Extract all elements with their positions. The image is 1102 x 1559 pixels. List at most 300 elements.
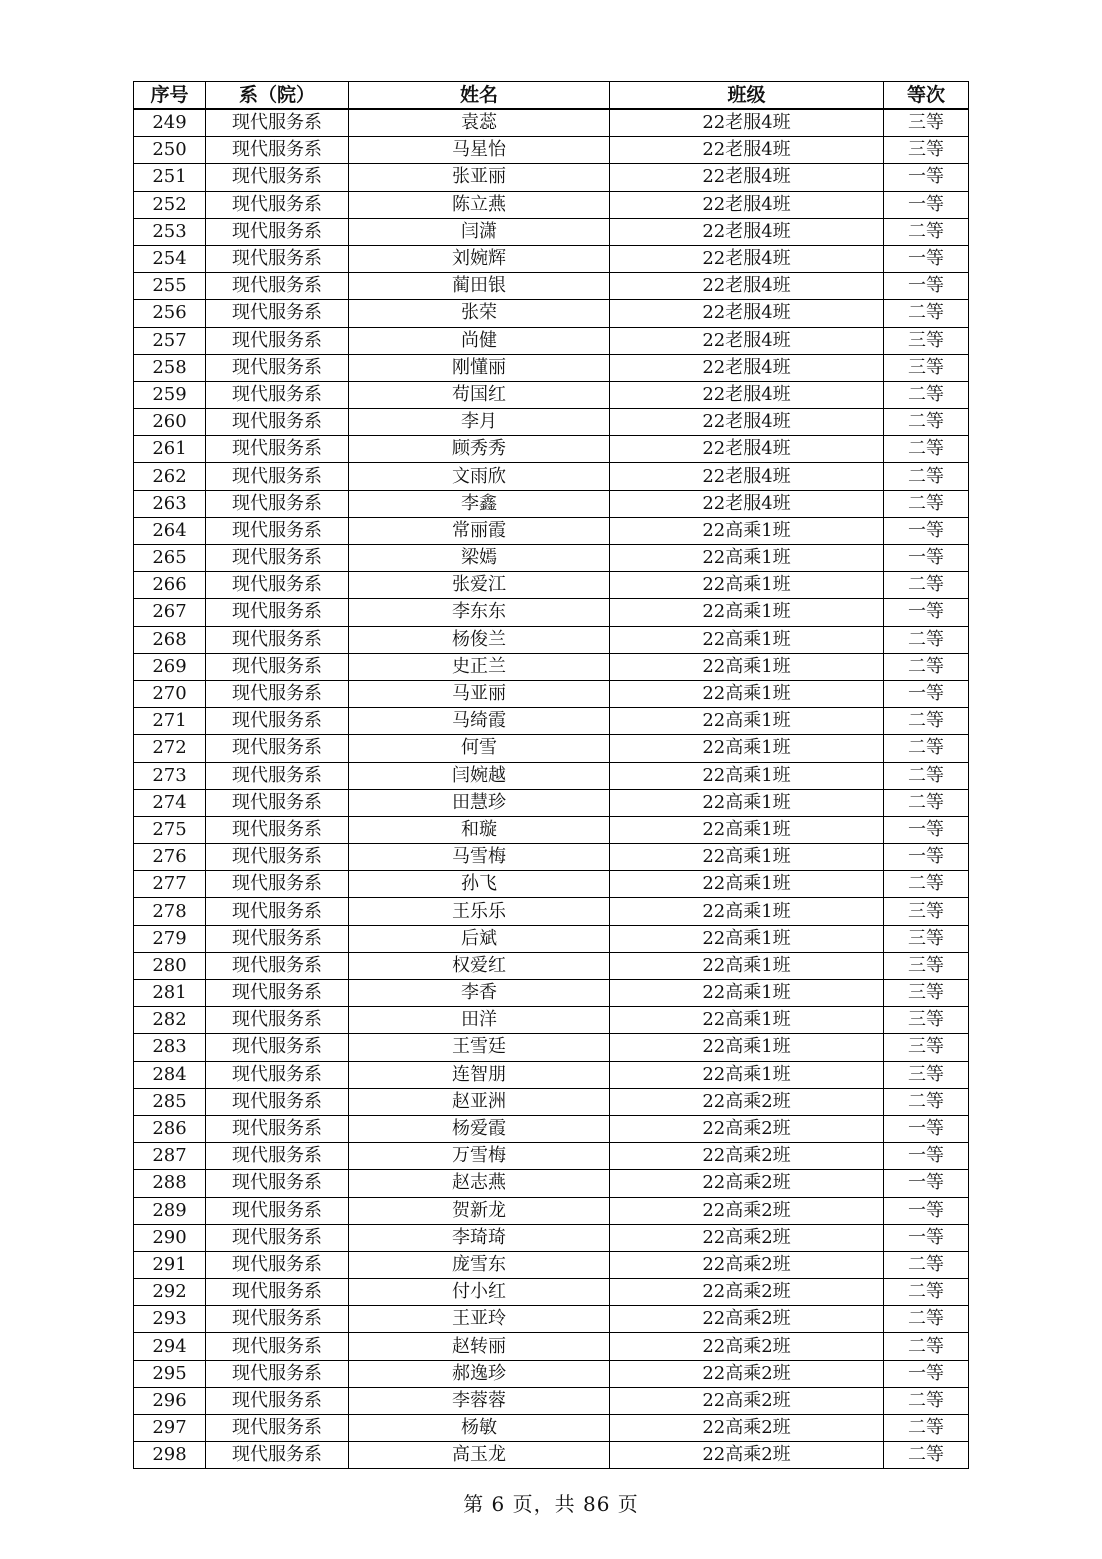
cell-department: 现代服务系 (206, 490, 349, 517)
cell-class: 22高乘1班 (610, 816, 884, 843)
cell-name: 李鑫 (349, 490, 610, 517)
cell-department: 现代服务系 (206, 599, 349, 626)
header-name: 姓名 (349, 82, 610, 110)
cell-class: 22老服4班 (610, 327, 884, 354)
cell-department: 现代服务系 (206, 1333, 349, 1360)
cell-grade: 一等 (884, 816, 969, 843)
cell-class: 22高乘2班 (610, 1415, 884, 1442)
cell-department: 现代服务系 (206, 844, 349, 871)
cell-grade: 一等 (884, 245, 969, 272)
cell-grade: 三等 (884, 898, 969, 925)
cell-department: 现代服务系 (206, 1387, 349, 1414)
table-row (134, 1387, 969, 1414)
table-row (134, 1088, 969, 1115)
cell-class: 22高乘1班 (610, 572, 884, 599)
table-row (134, 545, 969, 572)
table-row (134, 1360, 969, 1387)
cell-class: 22高乘1班 (610, 626, 884, 653)
table-row (134, 1415, 969, 1442)
cell-grade: 一等 (884, 1115, 969, 1142)
cell-index: 276 (134, 844, 206, 871)
header-grade: 等次 (884, 82, 969, 110)
cell-index: 250 (134, 137, 206, 164)
cell-index: 291 (134, 1251, 206, 1278)
cell-name: 庞雪东 (349, 1251, 610, 1278)
cell-name: 张亚丽 (349, 164, 610, 191)
cell-department: 现代服务系 (206, 1197, 349, 1224)
table-row (134, 925, 969, 952)
cell-class: 22高乘2班 (610, 1251, 884, 1278)
cell-grade: 一等 (884, 545, 969, 572)
cell-index: 290 (134, 1224, 206, 1251)
cell-grade: 一等 (884, 191, 969, 218)
cell-name: 陈立燕 (349, 191, 610, 218)
cell-index: 286 (134, 1115, 206, 1142)
cell-index: 255 (134, 273, 206, 300)
table-row (134, 273, 969, 300)
cell-grade: 三等 (884, 137, 969, 164)
cell-name: 马雪梅 (349, 844, 610, 871)
cell-index: 298 (134, 1442, 206, 1469)
cell-class: 22高乘1班 (610, 844, 884, 871)
header-class: 班级 (610, 82, 884, 110)
cell-grade: 三等 (884, 1061, 969, 1088)
cell-grade: 一等 (884, 680, 969, 707)
cell-department: 现代服务系 (206, 1306, 349, 1333)
cell-department: 现代服务系 (206, 273, 349, 300)
cell-grade: 二等 (884, 218, 969, 245)
cell-index: 297 (134, 1415, 206, 1442)
table-row (134, 1115, 969, 1142)
cell-grade: 一等 (884, 273, 969, 300)
cell-class: 22老服4班 (610, 463, 884, 490)
table-row (134, 218, 969, 245)
cell-grade: 三等 (884, 109, 969, 137)
cell-class: 22高乘1班 (610, 599, 884, 626)
table-row (134, 626, 969, 653)
cell-class: 22高乘1班 (610, 898, 884, 925)
cell-class: 22高乘1班 (610, 952, 884, 979)
cell-department: 现代服务系 (206, 789, 349, 816)
cell-grade: 二等 (884, 381, 969, 408)
cell-grade: 三等 (884, 952, 969, 979)
cell-grade: 二等 (884, 1279, 969, 1306)
cell-grade: 三等 (884, 1034, 969, 1061)
cell-index: 260 (134, 409, 206, 436)
cell-department: 现代服务系 (206, 980, 349, 1007)
cell-name: 尚健 (349, 327, 610, 354)
cell-name: 田慧珍 (349, 789, 610, 816)
cell-class: 22老服4班 (610, 273, 884, 300)
cell-department: 现代服务系 (206, 327, 349, 354)
table-row (134, 463, 969, 490)
cell-name: 李东东 (349, 599, 610, 626)
cell-class: 22高乘2班 (610, 1442, 884, 1469)
cell-name: 李蓉蓉 (349, 1387, 610, 1414)
cell-index: 296 (134, 1387, 206, 1414)
table-row (134, 245, 969, 272)
cell-name: 刘婉辉 (349, 245, 610, 272)
cell-name: 张荣 (349, 300, 610, 327)
cell-department: 现代服务系 (206, 653, 349, 680)
cell-index: 265 (134, 545, 206, 572)
cell-index: 288 (134, 1170, 206, 1197)
table-row (134, 164, 969, 191)
cell-index: 280 (134, 952, 206, 979)
cell-index: 262 (134, 463, 206, 490)
cell-index: 268 (134, 626, 206, 653)
cell-name: 郝逸珍 (349, 1360, 610, 1387)
table-row (134, 898, 969, 925)
cell-department: 现代服务系 (206, 1170, 349, 1197)
cell-department: 现代服务系 (206, 1279, 349, 1306)
cell-department: 现代服务系 (206, 517, 349, 544)
cell-grade: 二等 (884, 409, 969, 436)
cell-department: 现代服务系 (206, 1143, 349, 1170)
cell-class: 22高乘2班 (610, 1360, 884, 1387)
cell-class: 22高乘2班 (610, 1115, 884, 1142)
cell-class: 22老服4班 (610, 409, 884, 436)
cell-index: 270 (134, 680, 206, 707)
cell-grade: 二等 (884, 871, 969, 898)
table-row (134, 1279, 969, 1306)
cell-grade: 二等 (884, 789, 969, 816)
table-row (134, 381, 969, 408)
table-row (134, 300, 969, 327)
table-row (134, 191, 969, 218)
cell-class: 22老服4班 (610, 164, 884, 191)
cell-class: 22高乘1班 (610, 980, 884, 1007)
table-row (134, 436, 969, 463)
cell-name: 李琦琦 (349, 1224, 610, 1251)
cell-department: 现代服务系 (206, 191, 349, 218)
cell-department: 现代服务系 (206, 871, 349, 898)
cell-name: 李香 (349, 980, 610, 1007)
cell-index: 295 (134, 1360, 206, 1387)
cell-name: 顾秀秀 (349, 436, 610, 463)
cell-grade: 二等 (884, 1088, 969, 1115)
cell-class: 22高乘2班 (610, 1197, 884, 1224)
cell-index: 281 (134, 980, 206, 1007)
cell-index: 259 (134, 381, 206, 408)
cell-index: 261 (134, 436, 206, 463)
cell-class: 22老服4班 (610, 137, 884, 164)
cell-department: 现代服务系 (206, 572, 349, 599)
cell-index: 271 (134, 708, 206, 735)
cell-class: 22老服4班 (610, 436, 884, 463)
cell-grade: 二等 (884, 1442, 969, 1469)
cell-department: 现代服务系 (206, 680, 349, 707)
cell-name: 张爱江 (349, 572, 610, 599)
cell-index: 275 (134, 816, 206, 843)
cell-name: 苟国红 (349, 381, 610, 408)
cell-department: 现代服务系 (206, 109, 349, 137)
cell-class: 22高乘2班 (610, 1143, 884, 1170)
cell-name: 杨俊兰 (349, 626, 610, 653)
cell-name: 杨爱霞 (349, 1115, 610, 1142)
cell-department: 现代服务系 (206, 1088, 349, 1115)
cell-grade: 二等 (884, 626, 969, 653)
cell-grade: 一等 (884, 844, 969, 871)
cell-grade: 二等 (884, 1415, 969, 1442)
table-row (134, 789, 969, 816)
table-row (134, 1333, 969, 1360)
cell-department: 现代服务系 (206, 626, 349, 653)
cell-name: 蔺田银 (349, 273, 610, 300)
cell-grade: 二等 (884, 1333, 969, 1360)
table-row (134, 708, 969, 735)
cell-class: 22高乘2班 (610, 1170, 884, 1197)
cell-grade: 二等 (884, 572, 969, 599)
table-row (134, 844, 969, 871)
table-row (134, 980, 969, 1007)
cell-class: 22老服4班 (610, 381, 884, 408)
table-row (134, 816, 969, 843)
cell-name: 后斌 (349, 925, 610, 952)
cell-index: 263 (134, 490, 206, 517)
page-number: 第 6 页，共 86 页 (463, 1492, 639, 1516)
table-row (134, 1034, 969, 1061)
cell-grade: 二等 (884, 463, 969, 490)
award-list-table (133, 81, 969, 1469)
cell-name: 李月 (349, 409, 610, 436)
cell-department: 现代服务系 (206, 218, 349, 245)
cell-department: 现代服务系 (206, 409, 349, 436)
cell-class: 22高乘1班 (610, 762, 884, 789)
cell-name: 万雪梅 (349, 1143, 610, 1170)
cell-index: 266 (134, 572, 206, 599)
cell-grade: 三等 (884, 354, 969, 381)
cell-department: 现代服务系 (206, 925, 349, 952)
cell-name: 梁嫣 (349, 545, 610, 572)
cell-department: 现代服务系 (206, 1061, 349, 1088)
cell-class: 22高乘1班 (610, 1034, 884, 1061)
table-header (134, 82, 969, 110)
cell-class: 22老服4班 (610, 218, 884, 245)
table-row (134, 409, 969, 436)
cell-name: 和璇 (349, 816, 610, 843)
table-row (134, 572, 969, 599)
cell-name: 常丽霞 (349, 517, 610, 544)
cell-class: 22高乘1班 (610, 789, 884, 816)
cell-index: 274 (134, 789, 206, 816)
cell-name: 赵转丽 (349, 1333, 610, 1360)
cell-grade: 二等 (884, 735, 969, 762)
table-row (134, 653, 969, 680)
cell-class: 22高乘1班 (610, 1007, 884, 1034)
table-row (134, 1143, 969, 1170)
cell-grade: 二等 (884, 436, 969, 463)
header-index: 序号 (134, 82, 206, 110)
cell-department: 现代服务系 (206, 1360, 349, 1387)
cell-grade: 一等 (884, 164, 969, 191)
cell-index: 282 (134, 1007, 206, 1034)
cell-class: 22老服4班 (610, 300, 884, 327)
cell-name: 杨敏 (349, 1415, 610, 1442)
table-row (134, 109, 969, 137)
cell-class: 22高乘1班 (610, 735, 884, 762)
cell-class: 22高乘2班 (610, 1306, 884, 1333)
cell-index: 292 (134, 1279, 206, 1306)
cell-department: 现代服务系 (206, 137, 349, 164)
cell-index: 267 (134, 599, 206, 626)
cell-department: 现代服务系 (206, 354, 349, 381)
cell-grade: 一等 (884, 1197, 969, 1224)
cell-name: 文雨欣 (349, 463, 610, 490)
table-row (134, 327, 969, 354)
cell-class: 22老服4班 (610, 490, 884, 517)
cell-index: 279 (134, 925, 206, 952)
cell-grade: 一等 (884, 1224, 969, 1251)
cell-name: 王亚玲 (349, 1306, 610, 1333)
cell-department: 现代服务系 (206, 300, 349, 327)
cell-name: 王雪廷 (349, 1034, 610, 1061)
table-row (134, 952, 969, 979)
cell-name: 史正兰 (349, 653, 610, 680)
cell-department: 现代服务系 (206, 545, 349, 572)
cell-index: 283 (134, 1034, 206, 1061)
header-row (134, 82, 969, 110)
table-row (134, 1007, 969, 1034)
table-row (134, 735, 969, 762)
table-row (134, 517, 969, 544)
table-row (134, 762, 969, 789)
cell-index: 249 (134, 109, 206, 137)
cell-name: 赵志燕 (349, 1170, 610, 1197)
cell-name: 田洋 (349, 1007, 610, 1034)
cell-name: 袁蕊 (349, 109, 610, 137)
cell-class: 22高乘1班 (610, 925, 884, 952)
table-row (134, 1306, 969, 1333)
cell-class: 22高乘1班 (610, 653, 884, 680)
cell-grade: 三等 (884, 1007, 969, 1034)
cell-department: 现代服务系 (206, 898, 349, 925)
cell-name: 马星怡 (349, 137, 610, 164)
table-row (134, 599, 969, 626)
cell-department: 现代服务系 (206, 164, 349, 191)
cell-index: 278 (134, 898, 206, 925)
cell-grade: 二等 (884, 653, 969, 680)
cell-department: 现代服务系 (206, 1224, 349, 1251)
cell-name: 王乐乐 (349, 898, 610, 925)
cell-department: 现代服务系 (206, 1251, 349, 1278)
table-row (134, 1061, 969, 1088)
cell-name: 孙飞 (349, 871, 610, 898)
cell-index: 257 (134, 327, 206, 354)
cell-name: 权爱红 (349, 952, 610, 979)
cell-grade: 一等 (884, 1360, 969, 1387)
table-body (134, 109, 969, 1469)
cell-name: 马亚丽 (349, 680, 610, 707)
cell-department: 现代服务系 (206, 245, 349, 272)
cell-grade: 二等 (884, 708, 969, 735)
table-row (134, 1170, 969, 1197)
cell-department: 现代服务系 (206, 1034, 349, 1061)
cell-index: 277 (134, 871, 206, 898)
cell-class: 22老服4班 (610, 245, 884, 272)
cell-class: 22高乘2班 (610, 1279, 884, 1306)
cell-grade: 三等 (884, 327, 969, 354)
cell-grade: 二等 (884, 300, 969, 327)
cell-department: 现代服务系 (206, 436, 349, 463)
cell-class: 22高乘2班 (610, 1224, 884, 1251)
cell-class: 22高乘2班 (610, 1088, 884, 1115)
table-row (134, 680, 969, 707)
table-row (134, 1442, 969, 1469)
table-row (134, 871, 969, 898)
cell-index: 253 (134, 218, 206, 245)
cell-grade: 二等 (884, 1387, 969, 1414)
cell-class: 22高乘1班 (610, 517, 884, 544)
cell-grade: 二等 (884, 1306, 969, 1333)
cell-name: 高玉龙 (349, 1442, 610, 1469)
cell-grade: 二等 (884, 762, 969, 789)
cell-index: 252 (134, 191, 206, 218)
cell-index: 293 (134, 1306, 206, 1333)
header-department: 系（院） (206, 82, 349, 110)
cell-class: 22高乘1班 (610, 680, 884, 707)
table-row (134, 354, 969, 381)
table-row (134, 1224, 969, 1251)
cell-class: 22高乘1班 (610, 545, 884, 572)
cell-name: 刚懂丽 (349, 354, 610, 381)
cell-class: 22高乘2班 (610, 1387, 884, 1414)
cell-index: 254 (134, 245, 206, 272)
cell-grade: 二等 (884, 1251, 969, 1278)
cell-name: 贺新龙 (349, 1197, 610, 1224)
cell-department: 现代服务系 (206, 463, 349, 490)
cell-department: 现代服务系 (206, 735, 349, 762)
cell-class: 22高乘1班 (610, 871, 884, 898)
cell-index: 269 (134, 653, 206, 680)
cell-index: 294 (134, 1333, 206, 1360)
cell-grade: 三等 (884, 925, 969, 952)
cell-department: 现代服务系 (206, 1442, 349, 1469)
cell-department: 现代服务系 (206, 952, 349, 979)
cell-index: 256 (134, 300, 206, 327)
cell-department: 现代服务系 (206, 1115, 349, 1142)
cell-index: 264 (134, 517, 206, 544)
cell-department: 现代服务系 (206, 1415, 349, 1442)
cell-grade: 一等 (884, 599, 969, 626)
cell-name: 付小红 (349, 1279, 610, 1306)
cell-index: 258 (134, 354, 206, 381)
table-row (134, 137, 969, 164)
table-row (134, 490, 969, 517)
cell-name: 赵亚洲 (349, 1088, 610, 1115)
cell-class: 22高乘1班 (610, 1061, 884, 1088)
cell-class: 22高乘2班 (610, 1333, 884, 1360)
cell-grade: 一等 (884, 517, 969, 544)
cell-department: 现代服务系 (206, 762, 349, 789)
cell-index: 272 (134, 735, 206, 762)
cell-grade: 二等 (884, 490, 969, 517)
cell-department: 现代服务系 (206, 381, 349, 408)
cell-class: 22老服4班 (610, 191, 884, 218)
cell-index: 273 (134, 762, 206, 789)
cell-index: 251 (134, 164, 206, 191)
cell-index: 284 (134, 1061, 206, 1088)
cell-grade: 三等 (884, 980, 969, 1007)
cell-department: 现代服务系 (206, 1007, 349, 1034)
cell-name: 闫婉越 (349, 762, 610, 789)
cell-index: 287 (134, 1143, 206, 1170)
cell-class: 22高乘1班 (610, 708, 884, 735)
cell-department: 现代服务系 (206, 708, 349, 735)
cell-name: 闫潇 (349, 218, 610, 245)
cell-grade: 一等 (884, 1170, 969, 1197)
cell-name: 马绮霞 (349, 708, 610, 735)
